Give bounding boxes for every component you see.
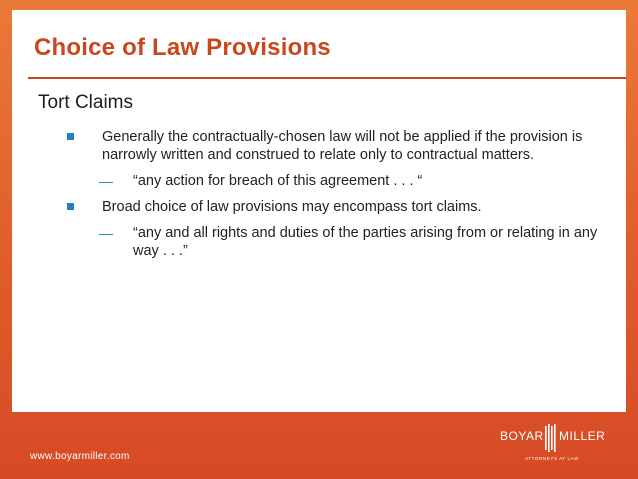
- slide-content-panel: [12, 10, 626, 412]
- bullet-text: Generally the contractually-chosen law will not be applied if the provision is narrowly written and construed to relate only to contractual matters.: [102, 129, 583, 163]
- logo-bars-icon: [545, 424, 556, 452]
- sub-bullet-item: [12, 224, 626, 260]
- logo-text-left: BOYAR: [500, 429, 544, 443]
- bullet-item: [12, 128, 626, 164]
- sub-bullet-text: “any and all rights and duties of the parties arising from or relating in any way . . .”: [133, 225, 598, 259]
- boyarmiller-logo: [497, 424, 609, 464]
- footer-website-link[interactable]: www.boyarmiller.com: [30, 451, 130, 462]
- dash-bullet-icon: —: [99, 173, 113, 189]
- square-bullet-icon: [67, 133, 74, 140]
- sub-bullet-text: “any action for breach of this agreement . . . “: [133, 173, 423, 189]
- bullet-text: Broad choice of law provisions may encompass tort claims.: [102, 199, 482, 215]
- bullet-list: [12, 128, 626, 268]
- square-bullet-icon: [67, 203, 74, 210]
- sub-bullet-item: [12, 172, 626, 190]
- dash-bullet-icon: —: [99, 225, 113, 241]
- logo-text-right: MILLER: [559, 429, 606, 443]
- bullet-item: [12, 198, 626, 216]
- slide-subheading: Tort Claims: [38, 92, 134, 113]
- logo-tagline: ATTORNEYS AT LAW: [525, 456, 579, 461]
- slide-title: Choice of Law Provisions: [34, 34, 331, 61]
- title-underline: [28, 77, 626, 79]
